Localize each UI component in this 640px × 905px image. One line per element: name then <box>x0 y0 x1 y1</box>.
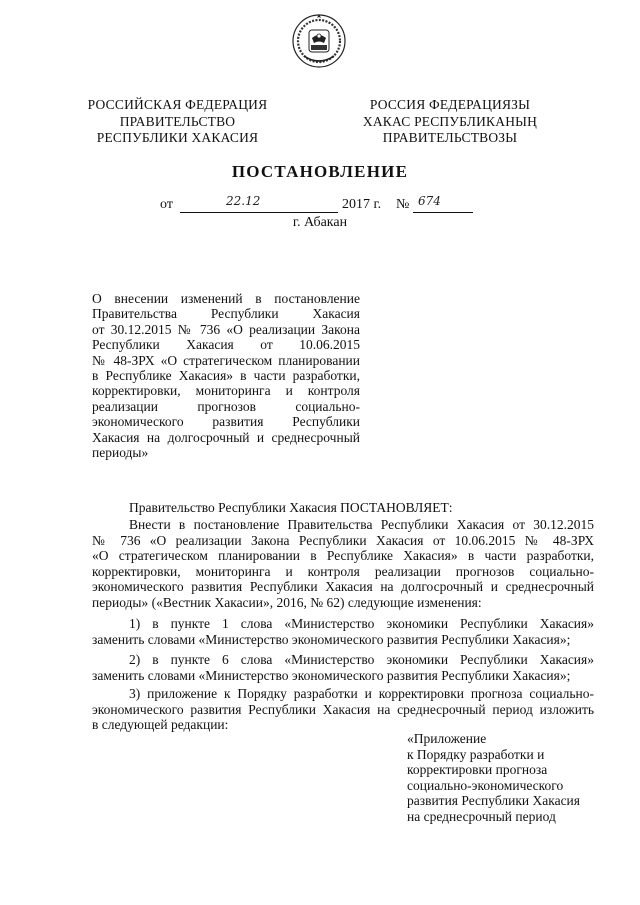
date-prefix: от <box>160 197 173 212</box>
subject-line: № 48-ЗРХ «О стратегическом планировании <box>92 352 360 368</box>
subject-line: Хакасия на долгосрочный и среднесрочный <box>92 429 360 445</box>
body-line: 1) в пункте 1 слова «Министерство экономики Республики Хакасия» <box>129 616 594 631</box>
appendix-line: «Приложение <box>407 731 487 746</box>
date-number-line <box>160 194 490 217</box>
subject-line: экономического развития Республики <box>92 414 360 430</box>
coat-of-arms-icon <box>290 10 348 72</box>
appendix-line: на среднесрочный период <box>407 808 556 824</box>
subject-line: корректировки, мониторинга и контроля <box>92 383 360 399</box>
body-line: экономического развития Республики Хакасия на среднесрочный период изложить <box>92 701 594 717</box>
body-line: корректировки, мониторинга и контроля реализации прогнозов социально- <box>92 563 594 579</box>
body-line: 3) приложение к Порядку разработки и корректировки прогноза социально- <box>129 686 594 701</box>
header-right-line: ХАКАС РЕСПУБЛИКАНЫҢ <box>362 113 538 129</box>
item-1 <box>92 616 594 647</box>
number-sign: № <box>396 197 410 212</box>
item-2 <box>92 652 594 683</box>
subject-line: в Республике Хакасия» в части разработки, <box>92 368 360 384</box>
appendix-line: к Порядку разработки и <box>407 746 545 762</box>
header-left-line: РОССИЙСКАЯ ФЕДЕРАЦИЯ <box>87 97 268 112</box>
document-title: ПОСТАНОВЛЕНИЕ <box>231 162 409 181</box>
header-right-line: ПРАВИТЕЛЬСТВОЗЫ <box>382 130 518 145</box>
appendix-line: социально-экономического <box>407 777 564 793</box>
intro-paragraph <box>92 517 594 611</box>
decree-line: Правительство Республики Хакасия ПОСТАНОВЛЯЕТ: <box>129 500 453 515</box>
appendix-line: развития Республики Хакасия <box>407 793 580 809</box>
subject-line: реализации прогнозов социально- <box>92 398 360 414</box>
subject-line: Правительства Республики Хакасия <box>92 306 360 322</box>
item-3 <box>92 686 594 733</box>
subject-line: Республики Хакасия от 10.06.2015 <box>92 337 360 353</box>
decree-statement <box>92 500 594 516</box>
body-line: № 736 «О реализации Закона Республики Хакасия от 10.06.2015 № 48-ЗРХ <box>92 532 594 548</box>
year-label: 2017 г. <box>342 197 382 212</box>
city: г. Абакан <box>292 215 348 230</box>
body-line: заменить словами «Министерство экономического развития Республики Хакасия»; <box>92 631 571 647</box>
body-line: 2) в пункте 6 слова «Министерство экономики Республики Хакасия» <box>129 652 594 667</box>
header-right <box>360 97 540 147</box>
header-left-line: РЕСПУБЛИКИ ХАКАСИЯ <box>96 130 259 145</box>
subject-line: периоды» <box>92 445 149 461</box>
subject-line: от 30.12.2015 № 736 «О реализации Закона <box>92 321 360 337</box>
body-line: Внести в постановление Правительства Республики Хакасия от 30.12.2015 <box>129 517 594 532</box>
appendix-line: корректировки прогноза <box>407 762 548 778</box>
body-line: в следующей редакции: <box>92 717 229 733</box>
handwritten-number: 674 <box>418 194 441 208</box>
body-line: периоды» («Вестник Хакасии», 2016, № 62) следующие изменения: <box>92 594 482 610</box>
subject-line: О внесении изменений в постановление <box>92 291 360 306</box>
handwritten-date: 22.12 <box>226 194 261 208</box>
body-line: заменить словами «Министерство экономического развития Республики Хакасия»; <box>92 667 571 683</box>
subject-block <box>92 291 360 460</box>
body-line: экономического развития Республики Хакасия на долгосрочный и среднесрочный <box>92 579 594 595</box>
body-line: «О стратегическом планировании в Республике Хакасия» в части разработки, <box>92 548 594 564</box>
appendix-heading <box>407 731 597 825</box>
header-left-line: ПРАВИТЕЛЬСТВО <box>119 113 236 129</box>
header-left <box>85 97 270 147</box>
header-right-line: РОССИЯ ФЕДЕРАЦИЯЗЫ <box>369 97 531 112</box>
